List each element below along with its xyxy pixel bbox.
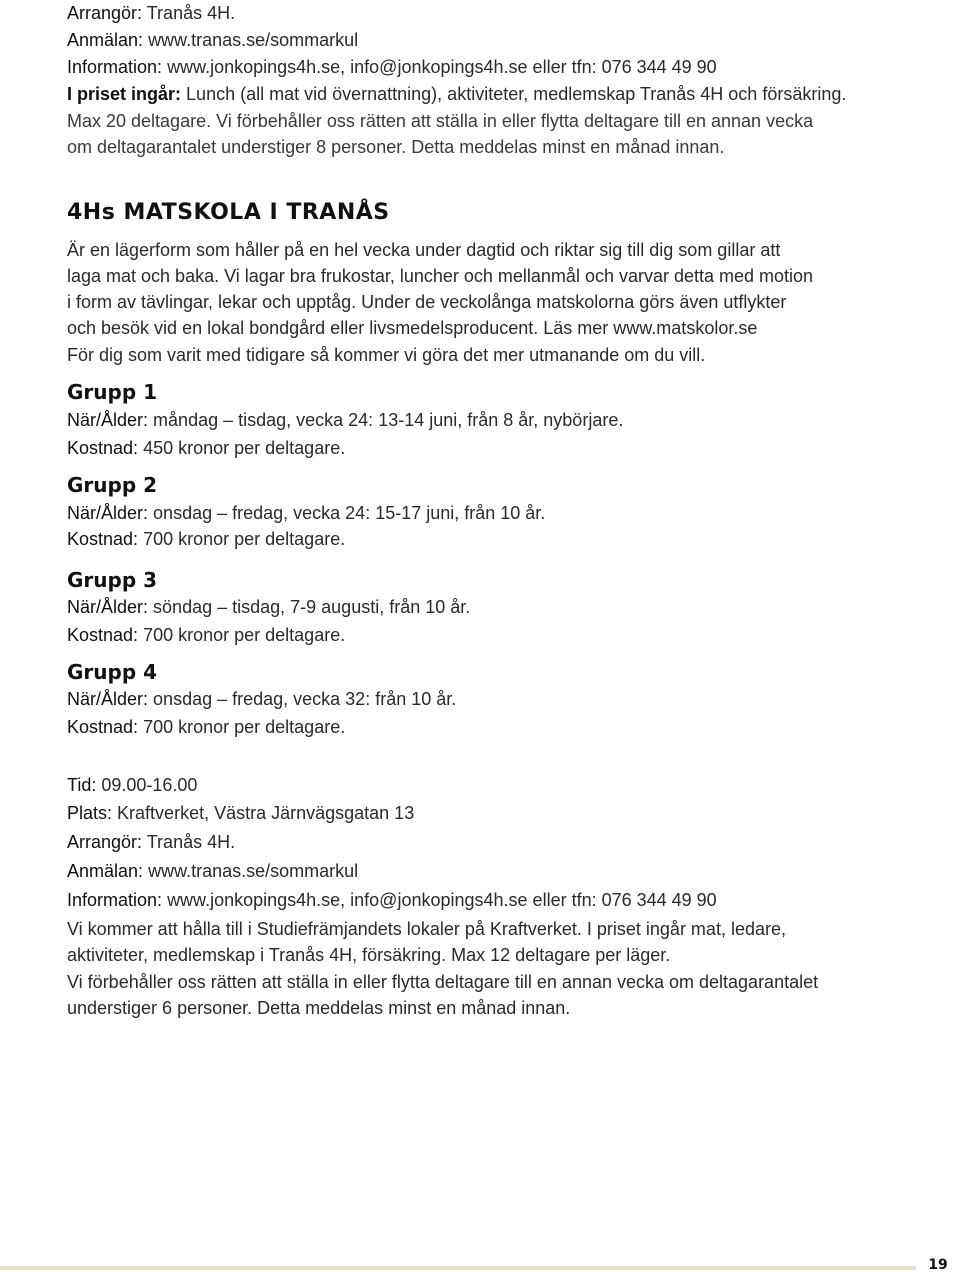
bottom-para-line: Vi förbehåller oss rätten att ställa in eller flytta deltagare till en annan vecka om deltagarantalet	[67, 972, 819, 992]
price-label: I priset ingår:	[67, 84, 182, 104]
plats-label: Plats:	[67, 803, 113, 823]
arrangor-label: Arrangör:	[67, 3, 143, 23]
bottom-para-line: aktiviteter, medlemskap i Tranås 4H, försäkring. Max 12 deltagare per läger.	[67, 945, 671, 965]
page-number: 19	[916, 1253, 960, 1277]
group-3-when	[67, 594, 470, 620]
when-value: måndag – tisdag, vecka 24: 13-14 juni, från 8 år, nybörjare.	[153, 410, 624, 430]
top-terms-line-2: om deltagarantalet understiger 8 personer. Detta meddelas minst en månad innan.	[67, 137, 725, 157]
price-value: Lunch (all mat vid övernattning), aktiviteter, medlemskap Tranås 4H och försäkring.	[186, 84, 847, 104]
group-2-cost	[67, 526, 345, 552]
group-3-cost	[67, 622, 345, 648]
cost-value: 700 kronor per deltagare.	[143, 529, 346, 549]
cost-value: 700 kronor per deltagare.	[143, 717, 346, 737]
tid-value: 09.00-16.00	[101, 775, 198, 795]
group-4-when	[67, 686, 456, 712]
information-value: www.jonkopings4h.se, info@jonkopings4h.se eller tfn: 076 344 49 90	[167, 57, 717, 77]
section-body-line: i form av tävlingar, lekar och upptåg. Under de veckolånga matskolorna görs även utflykter	[67, 292, 787, 312]
group-2-title: Grupp 2	[67, 473, 158, 497]
footer-rule	[0, 1266, 960, 1270]
bottom-anmalan	[67, 858, 358, 884]
bottom-arrangor	[67, 829, 235, 855]
cost-value: 700 kronor per deltagare.	[143, 625, 346, 645]
plats-value: Kraftverket, Västra Järnvägsgatan 13	[117, 803, 415, 823]
top-terms-line-1: Max 20 deltagare. Vi förbehåller oss rätten att ställa in eller flytta deltagare till en annan vecka	[67, 111, 814, 131]
cost-label: Kostnad:	[67, 529, 139, 549]
bottom-information	[67, 887, 717, 913]
group-4-cost	[67, 714, 345, 740]
when-label: När/Ålder:	[67, 597, 149, 617]
cost-value: 450 kronor per deltagare.	[143, 438, 346, 458]
group-3-title: Grupp 3	[67, 568, 158, 592]
bottom-para-line: understiger 6 personer. Detta meddelas minst en månad innan.	[67, 998, 571, 1018]
cost-label: Kostnad:	[67, 438, 139, 458]
when-label: När/Ålder:	[67, 410, 149, 430]
when-value: söndag – tisdag, 7-9 augusti, från 10 år.	[153, 597, 471, 617]
group-1-cost	[67, 435, 345, 461]
tid-label: Tid:	[67, 775, 97, 795]
group-4-title: Grupp 4	[67, 660, 158, 684]
cost-label: Kostnad:	[67, 625, 139, 645]
group-1-when	[67, 407, 623, 433]
section-body-line: och besök vid en lokal bondgård eller livsmedelsproducent. Läs mer www.matskolor.se	[67, 318, 758, 338]
anmalan-link[interactable]: www.tranas.se/sommarkul	[148, 30, 359, 50]
section-body-line: För dig som varit med tidigare så kommer vi göra det mer utmanande om du vill.	[67, 345, 706, 365]
section-body-line: Är en lägerform som håller på en hel vecka under dagtid och riktar sig till dig som gillar att	[67, 240, 781, 260]
when-value: onsdag – fredag, vecka 32: från 10 år.	[153, 689, 457, 709]
top-anmalan	[67, 27, 358, 53]
anmalan-link[interactable]: www.tranas.se/sommarkul	[148, 861, 359, 881]
when-label: När/Ålder:	[67, 503, 149, 523]
bottom-para-line: Vi kommer att hålla till i Studiefrämjandets lokaler på Kraftverket. I priset ingår mat, ledare,	[67, 919, 786, 939]
information-value: www.jonkopings4h.se, info@jonkopings4h.se eller tfn: 076 344 49 90	[167, 890, 717, 910]
information-label: Information:	[67, 57, 163, 77]
arrangor-value: Tranås 4H.	[146, 3, 236, 23]
section-body-line: laga mat och baka. Vi lagar bra frukostar, luncher och mellanmål och varvar detta med motion	[67, 266, 814, 286]
bottom-plats	[67, 800, 414, 826]
top-price	[67, 81, 846, 107]
group-2-when	[67, 500, 545, 526]
anmalan-label: Anmälan:	[67, 861, 144, 881]
arrangor-value: Tranås 4H.	[146, 832, 236, 852]
arrangor-label: Arrangör:	[67, 832, 143, 852]
section-title: 4Hs MATSKOLA I TRANÅS	[67, 200, 390, 225]
when-value: onsdag – fredag, vecka 24: 15-17 juni, från 10 år.	[153, 503, 546, 523]
top-information	[67, 54, 717, 80]
top-arrangor	[67, 0, 235, 26]
information-label: Information:	[67, 890, 163, 910]
bottom-tid	[67, 772, 197, 798]
when-label: När/Ålder:	[67, 689, 149, 709]
anmalan-label: Anmälan:	[67, 30, 144, 50]
group-1-title: Grupp 1	[67, 380, 158, 404]
cost-label: Kostnad:	[67, 717, 139, 737]
